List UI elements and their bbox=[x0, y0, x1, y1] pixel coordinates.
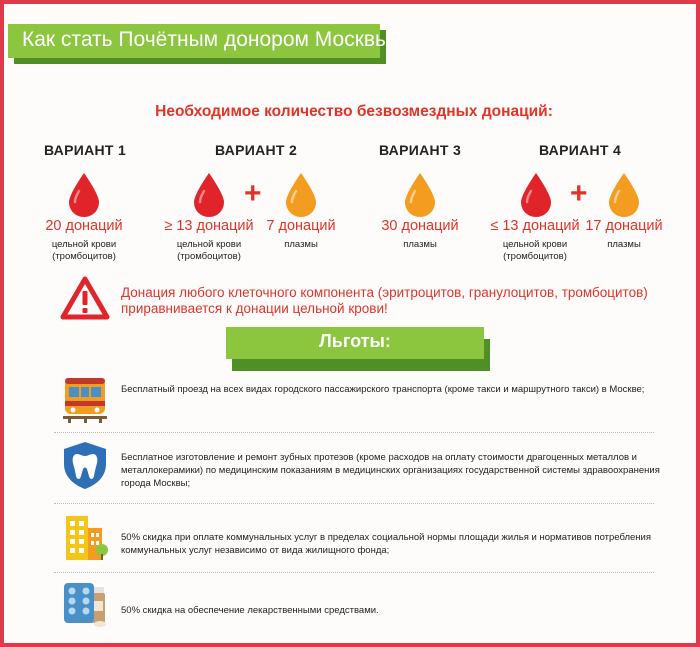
variant-3-desc: плазмы bbox=[403, 239, 437, 250]
benefit-utilities-text: 50% скидка при оплате коммунальных услуг в пределах социальной нормы площади жилья и нормативов потребления коммунальных услуг независимо от вида жилищного фонда; bbox=[121, 532, 652, 556]
blood-drop-red-icon bbox=[519, 172, 553, 218]
plus-icon: + bbox=[244, 177, 262, 210]
pills-icon bbox=[60, 579, 110, 629]
variant-4-amount-plasma: 17 донаций bbox=[585, 218, 663, 234]
variant-1-desc: цельной крови (тромбоцитов) bbox=[51, 239, 117, 262]
divider bbox=[54, 572, 654, 573]
plasma-drop-orange-icon bbox=[607, 172, 641, 218]
variant-2-desc-plasma: плазмы bbox=[284, 239, 318, 250]
variant-2-amount-blood: ≥ 13 донаций bbox=[164, 218, 254, 234]
train-icon bbox=[60, 374, 110, 424]
tooth-icon bbox=[60, 440, 110, 490]
variant-4-label: ВАРИАНТ 4 bbox=[538, 142, 622, 158]
plasma-drop-orange-icon bbox=[284, 172, 318, 218]
building-icon bbox=[60, 512, 110, 562]
plus-icon: + bbox=[570, 177, 588, 210]
variant-2-amount-plasma: 7 донаций bbox=[266, 218, 336, 234]
variant-4-desc-plasma: плазмы bbox=[607, 239, 641, 250]
variant-1-label: ВАРИАНТ 1 bbox=[43, 142, 127, 158]
variant-2-desc-blood: цельной крови (тромбоцитов) bbox=[176, 239, 242, 262]
warning-icon bbox=[60, 276, 110, 320]
page-title: Как стать Почётным донором Москвы? bbox=[22, 28, 402, 51]
variant-1-amount: 20 донаций bbox=[45, 218, 123, 234]
divider bbox=[54, 432, 654, 433]
benefit-medicine-text: 50% скидка на обеспечение лекарственными средствами. bbox=[121, 605, 379, 616]
benefit-transport-text: Бесплатный проезд на всех видах городского пассажирского транспорта (кроме такси и маршрутного такси) в Москве; bbox=[121, 384, 645, 395]
blood-drop-red-icon bbox=[67, 172, 101, 218]
blood-drop-red-icon bbox=[192, 172, 226, 218]
variant-4-desc-blood: цельной крови (тромбоцитов) bbox=[502, 239, 568, 262]
plasma-drop-orange-icon bbox=[403, 172, 437, 218]
variant-3-label: ВАРИАНТ 3 bbox=[378, 142, 462, 158]
benefit-dental-text: Бесплатное изготовление и ремонт зубных протезов (кроме расходов на оплату стоимости драгоценных металлов и металлокерамики) по медицинским показаниям в медицинских организациях государственной системы здравоохранения города Москвы; bbox=[121, 452, 660, 489]
variant-2-label: ВАРИАНТ 2 bbox=[214, 142, 298, 158]
variant-3-amount: 30 донаций bbox=[381, 218, 459, 234]
divider bbox=[54, 503, 654, 504]
donations-subtitle: Необходимое количество безвозмездных донаций: bbox=[155, 103, 553, 120]
benefits-title: Льготы: bbox=[319, 331, 391, 351]
variant-4-amount-blood: ≤ 13 донаций bbox=[490, 218, 580, 234]
warning-text: Донация любого клеточного компонента (эритроцитов, гранулоцитов, тромбоцитов) приравнивается к донации цельной крови! bbox=[121, 285, 648, 316]
